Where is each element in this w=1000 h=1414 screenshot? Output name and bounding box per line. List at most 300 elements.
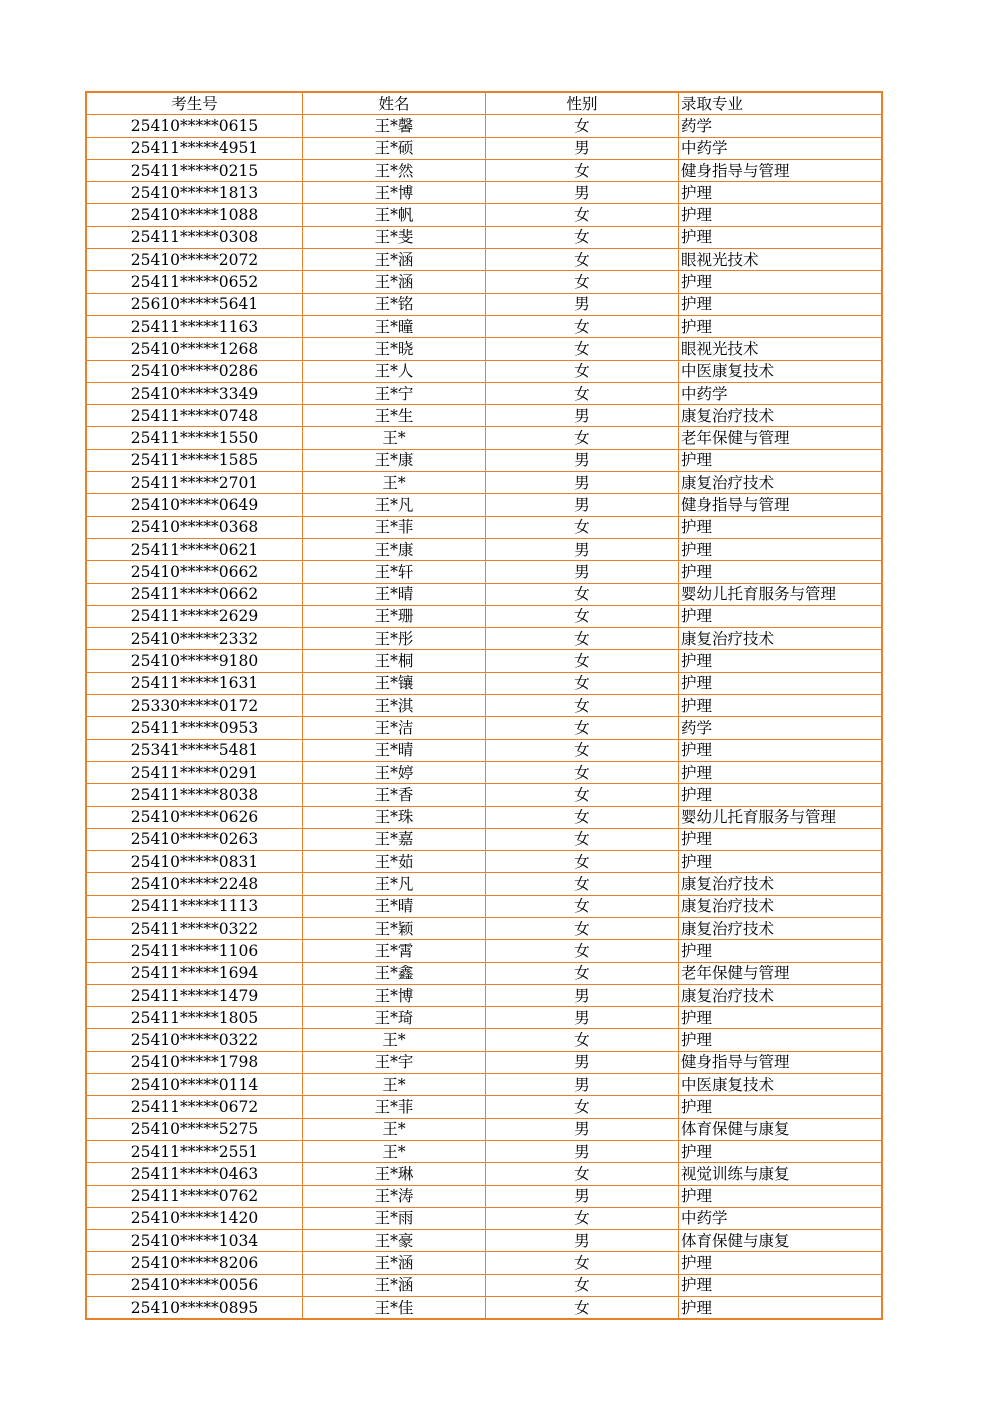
cell-candidate-number: 25411*****0662 bbox=[86, 583, 303, 605]
cell-gender: 女 bbox=[486, 1297, 679, 1320]
cell-name: 王*菲 bbox=[303, 1096, 486, 1118]
cell-candidate-number: 25411*****4951 bbox=[86, 137, 303, 159]
cell-candidate-number: 25411*****1163 bbox=[86, 315, 303, 337]
table-row bbox=[86, 1163, 882, 1185]
table-row bbox=[86, 449, 882, 471]
cell-gender: 女 bbox=[486, 761, 679, 783]
cell-name: 王*晓 bbox=[303, 338, 486, 360]
cell-gender: 女 bbox=[486, 917, 679, 939]
cell-name: 王*珠 bbox=[303, 806, 486, 828]
cell-admitted-major-label: 护理 bbox=[681, 830, 713, 849]
table-row bbox=[86, 338, 882, 360]
cell-admitted-major bbox=[679, 806, 883, 828]
cell-admitted-major-label: 护理 bbox=[681, 696, 713, 715]
cell-admitted-major-label: 中药学 bbox=[681, 384, 728, 403]
table-row bbox=[86, 940, 882, 962]
cell-gender: 女 bbox=[486, 159, 679, 181]
cell-name: 王*镶 bbox=[303, 672, 486, 694]
cell-candidate-number: 25411*****8038 bbox=[86, 784, 303, 806]
cell-name: 王* bbox=[303, 427, 486, 449]
cell-name: 王*馨 bbox=[303, 115, 486, 137]
cell-gender: 女 bbox=[486, 784, 679, 806]
cell-admitted-major bbox=[679, 1074, 883, 1096]
cell-admitted-major-label: 康复治疗技术 bbox=[681, 406, 775, 425]
cell-candidate-number: 25410*****0626 bbox=[86, 806, 303, 828]
cell-candidate-number: 25411*****2701 bbox=[86, 472, 303, 494]
cell-admitted-major bbox=[679, 1029, 883, 1051]
cell-gender: 男 bbox=[486, 1051, 679, 1073]
table-row bbox=[86, 182, 882, 204]
cell-candidate-number: 25411*****1113 bbox=[86, 895, 303, 917]
cell-gender: 女 bbox=[486, 1252, 679, 1274]
table-row bbox=[86, 159, 882, 181]
cell-candidate-number: 25410*****0615 bbox=[86, 115, 303, 137]
cell-admitted-major bbox=[679, 672, 883, 694]
cell-gender: 男 bbox=[486, 494, 679, 516]
cell-admitted-major-label: 护理 bbox=[681, 652, 713, 671]
cell-admitted-major-label: 护理 bbox=[681, 1031, 713, 1050]
cell-candidate-number: 25410*****9180 bbox=[86, 650, 303, 672]
cell-admitted-major-label: 眼视光技术 bbox=[681, 250, 759, 269]
cell-admitted-major bbox=[679, 561, 883, 583]
cell-gender: 女 bbox=[486, 650, 679, 672]
cell-admitted-major bbox=[679, 315, 883, 337]
table-row bbox=[86, 1297, 882, 1320]
cell-admitted-major bbox=[679, 1051, 883, 1073]
cell-gender: 女 bbox=[486, 516, 679, 538]
cell-candidate-number: 25411*****0652 bbox=[86, 271, 303, 293]
table-row bbox=[86, 784, 882, 806]
table-row bbox=[86, 672, 882, 694]
cell-name: 王*颖 bbox=[303, 917, 486, 939]
cell-candidate-number: 25410*****0368 bbox=[86, 516, 303, 538]
cell-candidate-number: 25410*****0263 bbox=[86, 828, 303, 850]
table-row bbox=[86, 962, 882, 984]
cell-gender: 女 bbox=[486, 204, 679, 226]
cell-admitted-major-label: 护理 bbox=[681, 1254, 713, 1273]
cell-name: 王*曈 bbox=[303, 315, 486, 337]
cell-candidate-number: 25410*****0831 bbox=[86, 851, 303, 873]
cell-gender: 女 bbox=[486, 1096, 679, 1118]
cell-name: 王* bbox=[303, 1118, 486, 1140]
cell-admitted-major-label: 护理 bbox=[681, 540, 713, 559]
cell-admitted-major-label: 护理 bbox=[681, 763, 713, 782]
cell-gender: 男 bbox=[486, 1185, 679, 1207]
cell-name: 王*婷 bbox=[303, 761, 486, 783]
cell-gender: 女 bbox=[486, 895, 679, 917]
table-row bbox=[86, 761, 882, 783]
table-row bbox=[86, 1230, 882, 1252]
cell-admitted-major bbox=[679, 159, 883, 181]
cell-admitted-major bbox=[679, 717, 883, 739]
table-row bbox=[86, 873, 882, 895]
cell-gender: 女 bbox=[486, 940, 679, 962]
cell-candidate-number: 25410*****1268 bbox=[86, 338, 303, 360]
cell-name: 王*铭 bbox=[303, 293, 486, 315]
cell-candidate-number: 25410*****5275 bbox=[86, 1118, 303, 1140]
table-row bbox=[86, 1074, 882, 1096]
cell-gender: 女 bbox=[486, 249, 679, 271]
cell-candidate-number: 25411*****1550 bbox=[86, 427, 303, 449]
cell-admitted-major bbox=[679, 494, 883, 516]
cell-candidate-number: 25410*****2072 bbox=[86, 249, 303, 271]
cell-candidate-number: 25341*****5481 bbox=[86, 739, 303, 761]
cell-admitted-major-label: 护理 bbox=[681, 741, 713, 760]
cell-candidate-number: 25411*****0621 bbox=[86, 538, 303, 560]
table-row bbox=[86, 427, 882, 449]
cell-name: 王*涛 bbox=[303, 1185, 486, 1207]
cell-admitted-major bbox=[679, 873, 883, 895]
cell-candidate-number: 25410*****0056 bbox=[86, 1274, 303, 1296]
cell-name: 王*凡 bbox=[303, 494, 486, 516]
cell-candidate-number: 25410*****1420 bbox=[86, 1207, 303, 1229]
table-row bbox=[86, 405, 882, 427]
cell-candidate-number: 25411*****1106 bbox=[86, 940, 303, 962]
cell-admitted-major-label: 护理 bbox=[681, 451, 713, 470]
cell-admitted-major bbox=[679, 739, 883, 761]
cell-candidate-number: 25410*****0322 bbox=[86, 1029, 303, 1051]
cell-candidate-number: 25411*****0672 bbox=[86, 1096, 303, 1118]
cell-candidate-number: 25410*****8206 bbox=[86, 1252, 303, 1274]
cell-admitted-major bbox=[679, 1252, 883, 1274]
cell-gender: 女 bbox=[486, 226, 679, 248]
cell-name: 王*彤 bbox=[303, 628, 486, 650]
cell-admitted-major bbox=[679, 115, 883, 137]
cell-admitted-major bbox=[679, 1096, 883, 1118]
cell-admitted-major-label: 护理 bbox=[681, 228, 713, 247]
cell-admitted-major-label: 护理 bbox=[681, 562, 713, 581]
table-row bbox=[86, 851, 882, 873]
cell-admitted-major-label: 康复治疗技术 bbox=[681, 897, 775, 916]
cell-gender: 男 bbox=[486, 538, 679, 560]
cell-admitted-major-label: 护理 bbox=[681, 1298, 713, 1317]
cell-admitted-major-label: 康复治疗技术 bbox=[681, 919, 775, 938]
cell-candidate-number: 25410*****0895 bbox=[86, 1297, 303, 1320]
cell-admitted-major bbox=[679, 784, 883, 806]
cell-name: 王*生 bbox=[303, 405, 486, 427]
table-row bbox=[86, 1007, 882, 1029]
table-row bbox=[86, 137, 882, 159]
cell-admitted-major-label: 康复治疗技术 bbox=[681, 986, 775, 1005]
table-row bbox=[86, 806, 882, 828]
cell-admitted-major bbox=[679, 917, 883, 939]
cell-admitted-major bbox=[679, 583, 883, 605]
table-row bbox=[86, 561, 882, 583]
table-row bbox=[86, 115, 882, 137]
cell-candidate-number: 25610*****5641 bbox=[86, 293, 303, 315]
cell-admitted-major-label: 护理 bbox=[681, 1276, 713, 1295]
table-row bbox=[86, 249, 882, 271]
cell-admitted-major-label: 康复治疗技术 bbox=[681, 629, 775, 648]
cell-admitted-major-label: 中药学 bbox=[681, 1209, 728, 1228]
cell-name: 王*菲 bbox=[303, 516, 486, 538]
header-name: 姓名 bbox=[303, 92, 486, 115]
table-row bbox=[86, 1207, 882, 1229]
cell-name: 王*涵 bbox=[303, 1274, 486, 1296]
cell-candidate-number: 25411*****1694 bbox=[86, 962, 303, 984]
cell-admitted-major-label: 中医康复技术 bbox=[681, 1075, 775, 1094]
cell-admitted-major bbox=[679, 182, 883, 204]
cell-admitted-major bbox=[679, 472, 883, 494]
cell-admitted-major-label: 康复治疗技术 bbox=[681, 875, 775, 894]
table-row bbox=[86, 538, 882, 560]
header-gender: 性别 bbox=[486, 92, 679, 115]
cell-name: 王*人 bbox=[303, 360, 486, 382]
cell-admitted-major bbox=[679, 449, 883, 471]
table-row bbox=[86, 472, 882, 494]
cell-name: 王* bbox=[303, 1140, 486, 1162]
cell-name: 王*淇 bbox=[303, 695, 486, 717]
cell-admitted-major-label: 眼视光技术 bbox=[681, 339, 759, 358]
table-row bbox=[86, 984, 882, 1006]
cell-admitted-major-label: 护理 bbox=[681, 1008, 713, 1027]
cell-candidate-number: 25411*****0291 bbox=[86, 761, 303, 783]
cell-candidate-number: 25410*****0114 bbox=[86, 1074, 303, 1096]
cell-gender: 女 bbox=[486, 338, 679, 360]
cell-candidate-number: 25411*****1479 bbox=[86, 984, 303, 1006]
cell-admitted-major bbox=[679, 1118, 883, 1140]
cell-name: 王*康 bbox=[303, 538, 486, 560]
table-row bbox=[86, 204, 882, 226]
cell-candidate-number: 25410*****2248 bbox=[86, 873, 303, 895]
cell-gender: 男 bbox=[486, 405, 679, 427]
cell-candidate-number: 25410*****3349 bbox=[86, 382, 303, 404]
cell-name: 王*涵 bbox=[303, 1252, 486, 1274]
cell-admitted-major bbox=[679, 895, 883, 917]
cell-admitted-major-label: 护理 bbox=[681, 785, 713, 804]
cell-admitted-major bbox=[679, 1297, 883, 1320]
cell-gender: 男 bbox=[486, 1140, 679, 1162]
cell-candidate-number: 25410*****2332 bbox=[86, 628, 303, 650]
cell-candidate-number: 25411*****0748 bbox=[86, 405, 303, 427]
cell-admitted-major bbox=[679, 360, 883, 382]
cell-candidate-number: 25411*****1585 bbox=[86, 449, 303, 471]
table-row bbox=[86, 226, 882, 248]
cell-admitted-major-label: 护理 bbox=[681, 206, 713, 225]
cell-candidate-number: 25411*****1631 bbox=[86, 672, 303, 694]
cell-admitted-major-label: 护理 bbox=[681, 518, 713, 537]
cell-gender: 男 bbox=[486, 561, 679, 583]
cell-gender: 女 bbox=[486, 360, 679, 382]
table-row bbox=[86, 895, 882, 917]
table-row bbox=[86, 315, 882, 337]
cell-candidate-number: 25411*****0953 bbox=[86, 717, 303, 739]
cell-name: 王*琳 bbox=[303, 1163, 486, 1185]
cell-gender: 女 bbox=[486, 628, 679, 650]
cell-admitted-major bbox=[679, 226, 883, 248]
cell-admitted-major-label: 护理 bbox=[681, 852, 713, 871]
cell-gender: 男 bbox=[486, 182, 679, 204]
cell-name: 王*霄 bbox=[303, 940, 486, 962]
cell-name: 王*香 bbox=[303, 784, 486, 806]
cell-admitted-major-label: 护理 bbox=[681, 1142, 713, 1161]
cell-name: 王*佳 bbox=[303, 1297, 486, 1320]
cell-name: 王* bbox=[303, 1074, 486, 1096]
cell-admitted-major bbox=[679, 1140, 883, 1162]
cell-gender: 女 bbox=[486, 271, 679, 293]
cell-gender: 女 bbox=[486, 427, 679, 449]
table-row bbox=[86, 650, 882, 672]
table-row bbox=[86, 828, 882, 850]
cell-name: 王*涵 bbox=[303, 271, 486, 293]
cell-admitted-major bbox=[679, 382, 883, 404]
table-row bbox=[86, 360, 882, 382]
cell-gender: 男 bbox=[486, 293, 679, 315]
cell-name: 王*康 bbox=[303, 449, 486, 471]
cell-name: 王*桐 bbox=[303, 650, 486, 672]
cell-gender: 男 bbox=[486, 1007, 679, 1029]
cell-admitted-major-label: 视觉训练与康复 bbox=[681, 1164, 790, 1183]
cell-admitted-major bbox=[679, 271, 883, 293]
cell-admitted-major-label: 护理 bbox=[681, 607, 713, 626]
cell-name: 王*斐 bbox=[303, 226, 486, 248]
cell-admitted-major-label: 体育保健与康复 bbox=[681, 1120, 790, 1139]
cell-admitted-major bbox=[679, 1207, 883, 1229]
cell-admitted-major-label: 药学 bbox=[681, 116, 713, 135]
cell-name: 王*雨 bbox=[303, 1207, 486, 1229]
cell-name: 王*帆 bbox=[303, 204, 486, 226]
table-row bbox=[86, 1274, 882, 1296]
cell-admitted-major bbox=[679, 538, 883, 560]
cell-gender: 女 bbox=[486, 382, 679, 404]
cell-admitted-major bbox=[679, 984, 883, 1006]
table-header-row bbox=[86, 92, 882, 115]
cell-admitted-major-label: 老年保健与管理 bbox=[681, 964, 790, 983]
cell-gender: 女 bbox=[486, 115, 679, 137]
cell-name: 王*琦 bbox=[303, 1007, 486, 1029]
cell-gender: 女 bbox=[486, 806, 679, 828]
cell-admitted-major bbox=[679, 1230, 883, 1252]
cell-gender: 男 bbox=[486, 1074, 679, 1096]
cell-name: 王*博 bbox=[303, 984, 486, 1006]
cell-admitted-major bbox=[679, 962, 883, 984]
cell-name: 王*晴 bbox=[303, 739, 486, 761]
cell-candidate-number: 25411*****1805 bbox=[86, 1007, 303, 1029]
cell-name: 王*鑫 bbox=[303, 962, 486, 984]
cell-admitted-major-label: 体育保健与康复 bbox=[681, 1231, 790, 1250]
cell-candidate-number: 25410*****0286 bbox=[86, 360, 303, 382]
cell-candidate-number: 25411*****2629 bbox=[86, 605, 303, 627]
cell-candidate-number: 25410*****1813 bbox=[86, 182, 303, 204]
cell-name: 王*涵 bbox=[303, 249, 486, 271]
table-row bbox=[86, 717, 882, 739]
cell-gender: 男 bbox=[486, 472, 679, 494]
cell-name: 王*轩 bbox=[303, 561, 486, 583]
cell-admitted-major bbox=[679, 695, 883, 717]
cell-candidate-number: 25411*****2551 bbox=[86, 1140, 303, 1162]
cell-candidate-number: 25410*****1034 bbox=[86, 1230, 303, 1252]
cell-gender: 女 bbox=[486, 873, 679, 895]
cell-admitted-major bbox=[679, 405, 883, 427]
cell-admitted-major bbox=[679, 1163, 883, 1185]
table-row bbox=[86, 583, 882, 605]
cell-gender: 女 bbox=[486, 1207, 679, 1229]
table-row bbox=[86, 1140, 882, 1162]
header-admitted-major bbox=[679, 92, 883, 115]
cell-gender: 女 bbox=[486, 1163, 679, 1185]
cell-gender: 男 bbox=[486, 1230, 679, 1252]
table-row bbox=[86, 628, 882, 650]
table-row bbox=[86, 271, 882, 293]
cell-gender: 女 bbox=[486, 717, 679, 739]
cell-gender: 男 bbox=[486, 1118, 679, 1140]
table-row bbox=[86, 1185, 882, 1207]
cell-name: 王*嘉 bbox=[303, 828, 486, 850]
cell-admitted-major-label: 健身指导与管理 bbox=[681, 495, 790, 514]
cell-name: 王*豪 bbox=[303, 1230, 486, 1252]
table-row bbox=[86, 1118, 882, 1140]
cell-gender: 女 bbox=[486, 1274, 679, 1296]
cell-admitted-major-label: 老年保健与管理 bbox=[681, 429, 790, 448]
cell-admitted-major-label: 护理 bbox=[681, 1187, 713, 1206]
cell-candidate-number: 25330*****0172 bbox=[86, 695, 303, 717]
table-row bbox=[86, 917, 882, 939]
table-row bbox=[86, 494, 882, 516]
cell-admitted-major bbox=[679, 293, 883, 315]
cell-admitted-major bbox=[679, 1185, 883, 1207]
cell-gender: 女 bbox=[486, 605, 679, 627]
cell-name: 王*珊 bbox=[303, 605, 486, 627]
table-row bbox=[86, 695, 882, 717]
cell-name: 王*宇 bbox=[303, 1051, 486, 1073]
cell-gender: 女 bbox=[486, 583, 679, 605]
cell-admitted-major-label: 健身指导与管理 bbox=[681, 161, 790, 180]
cell-name: 王*晴 bbox=[303, 583, 486, 605]
cell-gender: 男 bbox=[486, 449, 679, 471]
table-row bbox=[86, 516, 882, 538]
cell-admitted-major bbox=[679, 1007, 883, 1029]
header-candidate-number: 考生号 bbox=[86, 92, 303, 115]
cell-admitted-major bbox=[679, 828, 883, 850]
admission-roster-table bbox=[85, 91, 883, 1320]
cell-name: 王* bbox=[303, 472, 486, 494]
table-row bbox=[86, 605, 882, 627]
cell-gender: 女 bbox=[486, 315, 679, 337]
cell-name: 王*凡 bbox=[303, 873, 486, 895]
cell-admitted-major-label: 中药学 bbox=[681, 139, 728, 158]
cell-candidate-number: 25410*****0662 bbox=[86, 561, 303, 583]
cell-admitted-major bbox=[679, 605, 883, 627]
cell-admitted-major bbox=[679, 137, 883, 159]
cell-name: 王*博 bbox=[303, 182, 486, 204]
cell-name: 王* bbox=[303, 1029, 486, 1051]
cell-admitted-major-label: 护理 bbox=[681, 183, 713, 202]
cell-name: 王*茹 bbox=[303, 851, 486, 873]
cell-admitted-major bbox=[679, 427, 883, 449]
table-row bbox=[86, 293, 882, 315]
cell-gender: 女 bbox=[486, 695, 679, 717]
cell-candidate-number: 25411*****0463 bbox=[86, 1163, 303, 1185]
table-row bbox=[86, 382, 882, 404]
cell-gender: 女 bbox=[486, 739, 679, 761]
cell-admitted-major-label: 护理 bbox=[681, 674, 713, 693]
cell-admitted-major bbox=[679, 628, 883, 650]
cell-gender: 男 bbox=[486, 137, 679, 159]
cell-admitted-major bbox=[679, 650, 883, 672]
cell-gender: 女 bbox=[486, 828, 679, 850]
cell-candidate-number: 25410*****1088 bbox=[86, 204, 303, 226]
table-body bbox=[86, 115, 882, 1320]
cell-admitted-major bbox=[679, 761, 883, 783]
cell-admitted-major-label: 中医康复技术 bbox=[681, 362, 775, 381]
cell-admitted-major bbox=[679, 851, 883, 873]
cell-admitted-major-label: 护理 bbox=[681, 273, 713, 292]
cell-admitted-major-label: 护理 bbox=[681, 941, 713, 960]
cell-admitted-major bbox=[679, 338, 883, 360]
table-row bbox=[86, 739, 882, 761]
cell-admitted-major-label: 护理 bbox=[681, 295, 713, 314]
cell-admitted-major-label: 健身指导与管理 bbox=[681, 1053, 790, 1072]
